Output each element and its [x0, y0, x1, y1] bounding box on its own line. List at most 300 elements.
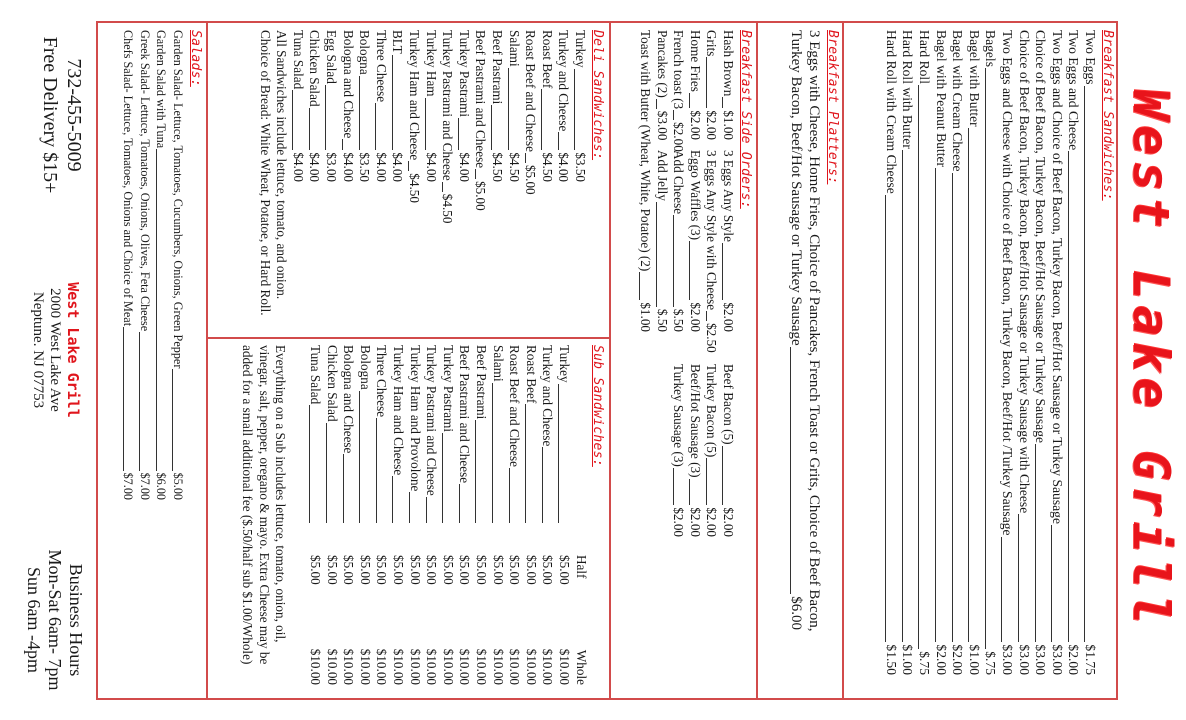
leader-line	[1018, 514, 1019, 642]
item-name: 3 Eggs Any Style with Cheese	[704, 150, 720, 311]
leader-line	[525, 153, 526, 163]
restaurant-title: West Lake Grill	[1122, 89, 1180, 631]
whole-price: $10.00	[341, 648, 357, 685]
item-name: Turkey Pastrami and Cheese	[424, 345, 440, 496]
leader-line	[326, 85, 327, 150]
menu-item	[323, 30, 340, 182]
item-name: Turkey Ham and Cheese	[407, 30, 423, 161]
item-name: Two Eggs and Choice of Beef Bacon, Turkey Bacon, Beef/Hot Sausage or Turkey Sausage	[1049, 30, 1065, 525]
item-price: $3.00	[1016, 644, 1032, 675]
whole-price: $10.00	[457, 648, 473, 685]
item-name: Two Eggs and Cheese with Choice of Beef Bacon, Turkey Bacon, Beef/Hot /Turkey Sausage	[1000, 30, 1016, 536]
leader-line	[359, 76, 360, 151]
half-price: $5.00	[357, 555, 373, 585]
menu-item	[323, 345, 340, 690]
leader-line	[292, 90, 293, 150]
item-name: Turkey Pastrami and Cheese	[440, 30, 456, 181]
whole-price: $10.00	[507, 648, 523, 685]
menu-item	[555, 30, 572, 182]
item-price: $5.00	[523, 164, 539, 195]
menu-item	[120, 30, 137, 500]
leader-line	[392, 55, 393, 151]
menu-item	[488, 30, 505, 182]
leader-line	[426, 497, 427, 523]
phone-number: 732-455-5009	[63, 58, 85, 172]
hours-sunday: Sun 6am -4pm	[24, 567, 44, 673]
item-name: Beef Pastrami and Cheese	[457, 345, 473, 484]
menu-item	[306, 30, 323, 182]
menu-item	[455, 30, 472, 182]
item-name: Beef Pastrami	[474, 345, 490, 420]
menu-item	[670, 30, 687, 152]
platter-line-2: Turkey Bacon, Beef/Hot Sausage or Turkey Sausage $6.00	[788, 30, 804, 630]
item-name: Roast Beef and Cheese	[507, 345, 523, 467]
whole-price: $10.00	[490, 648, 506, 685]
menu-item	[653, 30, 670, 140]
menu-item	[882, 30, 899, 675]
menu-item	[340, 345, 357, 690]
item-price: $1.00	[966, 644, 982, 675]
leader-line	[525, 404, 526, 523]
menu-item	[719, 150, 736, 332]
address-line-2: Neptune. NJ 07753	[30, 291, 46, 409]
half-price: $5.00	[507, 555, 523, 585]
item-price: $2.00	[721, 302, 736, 332]
item-name: Beef Pastrami and Cheese	[473, 30, 489, 169]
section-header: Sub Sandwiches:	[590, 345, 605, 467]
menu-item	[571, 30, 588, 182]
menu-item	[703, 150, 720, 353]
menu-item	[686, 150, 703, 332]
leader-line	[1035, 444, 1036, 642]
item-name: Roast Beef and Cheese	[523, 30, 539, 152]
item-name: Bagel with Cream Cheese	[950, 30, 966, 172]
item-name: Eggo Waffles (3)	[687, 150, 703, 241]
section-header: Deli Sandwiches:	[590, 30, 605, 161]
leader-line	[673, 468, 674, 506]
half-price: $5.00	[490, 555, 506, 585]
menu-item	[356, 30, 373, 182]
item-price: $3.00	[1049, 644, 1065, 675]
menu-item	[670, 364, 687, 537]
item-price: $4.00	[340, 152, 356, 182]
item-name: Choice of Beef Bacon, Turkey Bacon, Beef/Hot Sausage or Turkey Sausage	[1033, 30, 1049, 444]
item-price: $4.50	[407, 173, 423, 203]
menu-item	[372, 30, 389, 182]
half-price: $5.00	[424, 555, 440, 585]
leader-line	[342, 139, 343, 150]
menu-item	[389, 30, 406, 182]
menu-item	[422, 30, 439, 182]
item-name: Hard Roll with Butter	[900, 30, 916, 149]
item-price: $3.50	[357, 152, 373, 182]
side-col-3	[653, 364, 736, 537]
item-name: Chicken Salad	[307, 30, 323, 107]
leader-line	[1001, 537, 1002, 643]
leader-line	[509, 468, 510, 523]
section-header: Breakfast Sandwiches:	[1100, 30, 1115, 201]
menu-item	[1015, 30, 1032, 675]
menu-item	[170, 30, 187, 500]
item-name: Bologna and Cheese	[341, 345, 357, 454]
leader-line	[508, 68, 509, 151]
item-price: $4.00	[423, 152, 439, 182]
menu-item	[356, 345, 373, 690]
leader-line	[952, 173, 953, 643]
menu-item	[1081, 30, 1098, 675]
item-name: Three Cheese	[374, 345, 390, 418]
leader-line	[968, 128, 969, 643]
menu-item	[439, 30, 456, 224]
item-name: Beef Bacon (5)	[721, 364, 736, 445]
menu-item	[949, 30, 966, 675]
item-name: Choice of Beef Bacon, Turkey Bacon, Beef/Hot Sausage or Turkey Sausage with Cheese	[1016, 30, 1032, 514]
leader-line	[326, 423, 327, 523]
item-price: $4.00	[290, 152, 306, 182]
item-name: Garden Salad with Tuna	[154, 30, 169, 149]
item-price: $4.50	[506, 152, 522, 182]
address-block	[29, 250, 82, 450]
menu-item	[505, 30, 522, 182]
item-name: Turkey Bacon (5)	[704, 364, 720, 458]
leader-line	[156, 149, 157, 470]
menu-item	[538, 30, 555, 182]
menu-item	[1032, 30, 1049, 675]
menu-item	[686, 364, 703, 537]
item-name: Turkey Pastrami	[440, 345, 456, 433]
divider-platters-sides	[756, 21, 758, 700]
menu-item	[686, 30, 703, 140]
leader-line	[706, 458, 707, 505]
menu-item	[1065, 30, 1082, 675]
item-price: $4.00	[307, 152, 323, 182]
item-name: French toast (3	[671, 30, 687, 110]
whole-label: Whole	[573, 649, 589, 685]
side-col-1	[653, 30, 736, 152]
item-price: $3.50	[573, 152, 588, 182]
item-name: Garden Salad- Lettuce, Tomatoes, Cucumbers, Onions, Green Pepper	[171, 30, 185, 369]
menu-item	[489, 345, 506, 690]
menu-item	[423, 345, 440, 690]
half-price: $5.00	[391, 555, 407, 585]
leader-line	[442, 182, 443, 192]
leader-line	[140, 332, 141, 470]
item-name: Roast Beef	[523, 345, 539, 404]
menu-item	[405, 30, 423, 203]
footer	[0, 0, 94, 720]
item-name: Two Eggs	[1083, 30, 1098, 85]
leader-line	[985, 68, 986, 649]
leader-line	[408, 161, 409, 171]
section-header: Salads:	[188, 30, 203, 87]
item-price: $2.00	[687, 507, 703, 537]
leader-line	[542, 447, 543, 523]
whole-price: $10.00	[540, 648, 556, 685]
side-col-2	[653, 150, 736, 353]
section-salads	[120, 30, 204, 500]
item-name: Salami	[490, 345, 506, 382]
half-price: $5.00	[474, 555, 490, 585]
platter-price: $6.00	[788, 596, 804, 630]
item-price: $3.00	[654, 110, 670, 141]
item-price: $4.50	[490, 152, 506, 182]
item-price: $4.00	[373, 152, 389, 182]
half-price: $5.00	[457, 555, 473, 585]
section-header: Breakfast Side Orders:	[738, 30, 753, 209]
leader-line	[656, 99, 657, 109]
item-name: Bologna and Cheese	[340, 30, 356, 139]
leader-line	[689, 479, 690, 506]
leader-line	[541, 89, 542, 150]
leader-line	[458, 118, 459, 150]
half-price: $5.00	[374, 555, 390, 585]
item-price: $4.00	[390, 152, 406, 182]
item-price: $7.00	[138, 472, 152, 500]
menu-item	[307, 345, 324, 690]
leader-line	[310, 405, 311, 523]
item-price: $4.00	[456, 152, 472, 182]
leader-line	[706, 311, 707, 321]
menu-item	[439, 345, 456, 690]
item-price: $.75	[983, 651, 999, 675]
leader-line	[706, 57, 707, 108]
item-price: $2.00	[704, 507, 720, 537]
leader-line	[918, 85, 919, 649]
menu-item	[373, 345, 390, 690]
leader-line	[885, 195, 886, 643]
contact-block	[38, 20, 86, 210]
item-price: $2.00	[704, 110, 720, 140]
item-name: Turkey Ham	[423, 30, 439, 97]
leader-line	[492, 383, 493, 523]
item-name: Tuna Salad	[308, 345, 324, 405]
item-price: $.50	[654, 308, 670, 332]
half-price: $5.00	[557, 555, 572, 585]
leader-line	[722, 243, 723, 300]
hours-title: Business Hours	[66, 563, 86, 677]
menu-item	[522, 30, 539, 195]
menu-item	[670, 150, 687, 332]
leader-line	[558, 132, 559, 150]
menu-item	[289, 30, 306, 182]
menu-item	[1048, 30, 1065, 675]
whole-price: $10.00	[523, 648, 539, 685]
item-price: $3.00	[1033, 644, 1049, 675]
leader-line	[309, 108, 310, 151]
menu-item	[522, 345, 539, 690]
divider-sandwiches-platters	[842, 21, 844, 700]
leader-line	[689, 241, 690, 300]
item-price: $2.00	[687, 110, 703, 140]
menu-item	[137, 30, 154, 500]
menu-item	[389, 345, 406, 690]
sub-column-headers	[572, 345, 588, 690]
whole-price: $10.00	[308, 648, 324, 685]
item-price: $4.00	[556, 152, 572, 182]
item-price: $2.00	[950, 644, 966, 675]
menu-item	[965, 30, 982, 675]
menu-item	[506, 345, 523, 690]
divider-sides-deli	[609, 21, 611, 700]
item-price: $2.00	[671, 122, 687, 152]
whole-price: $10.00	[391, 648, 407, 685]
section-breakfast-platters	[787, 30, 841, 670]
sub-note: Everything on a Sub includes lettuce, tomato, onion, oil, vinegar, salt, pepper, oregano & mayo. Extra Cheese may be added for a small additional fee ($.50/half sub $1.00/Whole)	[240, 345, 289, 665]
item-name: Add Cheese	[671, 150, 687, 215]
leader-line	[558, 384, 559, 523]
item-price: $2.00	[933, 644, 949, 675]
item-name: Turkey Pastrami	[456, 30, 472, 118]
whole-price: $10.00	[374, 648, 390, 685]
half-price: $5.00	[407, 555, 423, 585]
item-name: Bologna	[357, 30, 373, 75]
leader-line	[673, 215, 674, 307]
menu-item	[406, 345, 423, 690]
item-price: $2.00	[671, 507, 687, 537]
item-price: $2.50	[704, 323, 720, 353]
leader-line	[673, 110, 674, 120]
half-price: $5.00	[341, 555, 357, 585]
leader-line	[409, 492, 410, 523]
whole-price: $10.00	[474, 648, 490, 685]
item-name: Egg Salad	[324, 30, 340, 84]
menu-item	[703, 364, 720, 537]
delivery-note: Free Delivery $15+	[39, 36, 61, 194]
leader-line	[1084, 86, 1085, 643]
leader-line	[935, 168, 936, 642]
section-header: Breakfast Platters:	[825, 30, 840, 185]
half-price: $5.00	[440, 555, 456, 585]
item-name: Pancakes (2)	[654, 30, 670, 98]
whole-price: $10.00	[440, 648, 456, 685]
item-price: $2.00	[1066, 644, 1082, 675]
item-price: $3.00	[1000, 644, 1016, 675]
leader-line	[123, 327, 124, 470]
item-name: Turkey Sausage (3)	[671, 364, 687, 467]
whole-price: $10.00	[407, 648, 423, 685]
hours-block	[23, 530, 86, 710]
item-name: Tuna Salad	[290, 30, 306, 90]
leader-line	[475, 420, 476, 523]
item-name: Two Eggs and Cheese	[1066, 30, 1082, 151]
leader-line	[173, 369, 174, 470]
leader-line	[574, 69, 575, 151]
menu-item	[703, 30, 720, 140]
leader-line	[475, 169, 476, 179]
whole-price: $10.00	[357, 648, 373, 685]
footer-restaurant-name: West Lake Grill	[64, 282, 82, 418]
half-price: $5.00	[523, 555, 539, 585]
leader-line	[491, 105, 492, 150]
leader-line	[689, 93, 690, 108]
divider-deli-salads	[206, 21, 208, 700]
item-price: $4.50	[440, 193, 456, 224]
item-price: $.75	[917, 651, 933, 675]
leader-line	[376, 418, 377, 523]
menu-item	[472, 345, 489, 690]
item-name: Beef Pastrami	[490, 30, 506, 105]
item-price: $1.50	[883, 644, 899, 675]
item-name: BLT	[390, 30, 406, 54]
hours-weekday: Mon-Sat 6am- 7pm	[45, 549, 65, 691]
menu-item	[719, 364, 736, 537]
item-name: Bagel with Butter	[966, 30, 982, 127]
leader-line	[656, 202, 657, 307]
item-name: Beef/Hot Sausage (3)	[687, 364, 703, 478]
menu-item	[899, 30, 916, 675]
section-breakfast-side-orders	[636, 30, 754, 700]
leader-line	[459, 484, 460, 523]
menu-item	[153, 30, 170, 500]
menu-item	[653, 150, 670, 332]
menu-item	[339, 30, 356, 182]
menu-item	[456, 345, 473, 690]
item-name: Hard Roll with Cream Cheese	[883, 30, 899, 194]
item-name: Turkey and Cheese	[556, 30, 572, 132]
leader-line	[343, 454, 344, 523]
menu-item	[719, 30, 736, 140]
leader-line	[790, 347, 791, 595]
leader-line	[442, 433, 443, 523]
platter-line-1: 3 Eggs with Cheese, Home Fries, Choice of Pancakes, French Toast or Grits, Choice of Beef Bacon,	[806, 30, 822, 632]
item-price: $7.00	[121, 472, 136, 500]
item-price: $2.00	[721, 507, 736, 537]
item-name: Hard Roll	[917, 30, 933, 84]
item-name: Chefs Salad- Lettuce, Tomatoes, Onions and Choice of Meat	[121, 30, 136, 327]
whole-price: $10.00	[557, 648, 572, 685]
menu-item	[539, 345, 556, 690]
item-name: Bologna	[357, 345, 373, 390]
item-price: $5.00	[171, 472, 185, 500]
whole-price: $10.00	[424, 648, 440, 685]
leader-line	[722, 446, 723, 506]
item-price: $.50	[671, 308, 687, 332]
item-price: $1.00	[721, 110, 736, 140]
item-name: Bagels	[983, 30, 999, 67]
leader-line	[392, 476, 393, 523]
menu-item	[982, 30, 999, 675]
item-name: Home Fries	[687, 30, 703, 92]
deli-note2: Choice of Bread: White Wheat, Potatoe, or Hard Roll.	[257, 30, 273, 316]
item-price: $4.50	[539, 152, 555, 182]
leader-line	[425, 98, 426, 151]
leader-line	[375, 103, 376, 150]
address-line-1: 2000 West Lake Ave	[47, 288, 63, 412]
item-price: $5.00	[473, 181, 489, 211]
half-price: $5.00	[324, 555, 340, 585]
menu-item	[472, 30, 489, 211]
divider-deli-sub	[207, 337, 610, 339]
item-name: Add Jelly	[654, 150, 670, 201]
item-name: Hash Brown	[721, 30, 736, 97]
item-price: $1.75	[1083, 644, 1098, 675]
item-name: Chicken Salad	[324, 345, 340, 422]
leader-line	[902, 150, 903, 642]
menu-item	[555, 345, 572, 690]
whole-price: $10.00	[324, 648, 340, 685]
item-name: Turkey and Cheese	[540, 345, 556, 447]
menu-item: Toast with Butter (Wheat, White, Potatoe) (2) $1.00	[638, 30, 654, 332]
item-name: Three Cheese	[373, 30, 389, 103]
half-label: Half	[573, 555, 589, 579]
menu-item	[932, 30, 949, 675]
leader-line	[639, 272, 640, 300]
half-price: $5.00	[540, 555, 556, 585]
leader-line	[722, 97, 723, 108]
item-name: Grits	[704, 30, 720, 57]
deli-note1: All Sandwiches include lettuce, tomato, and onion.	[274, 30, 290, 300]
item-price: $3.00	[324, 152, 340, 182]
